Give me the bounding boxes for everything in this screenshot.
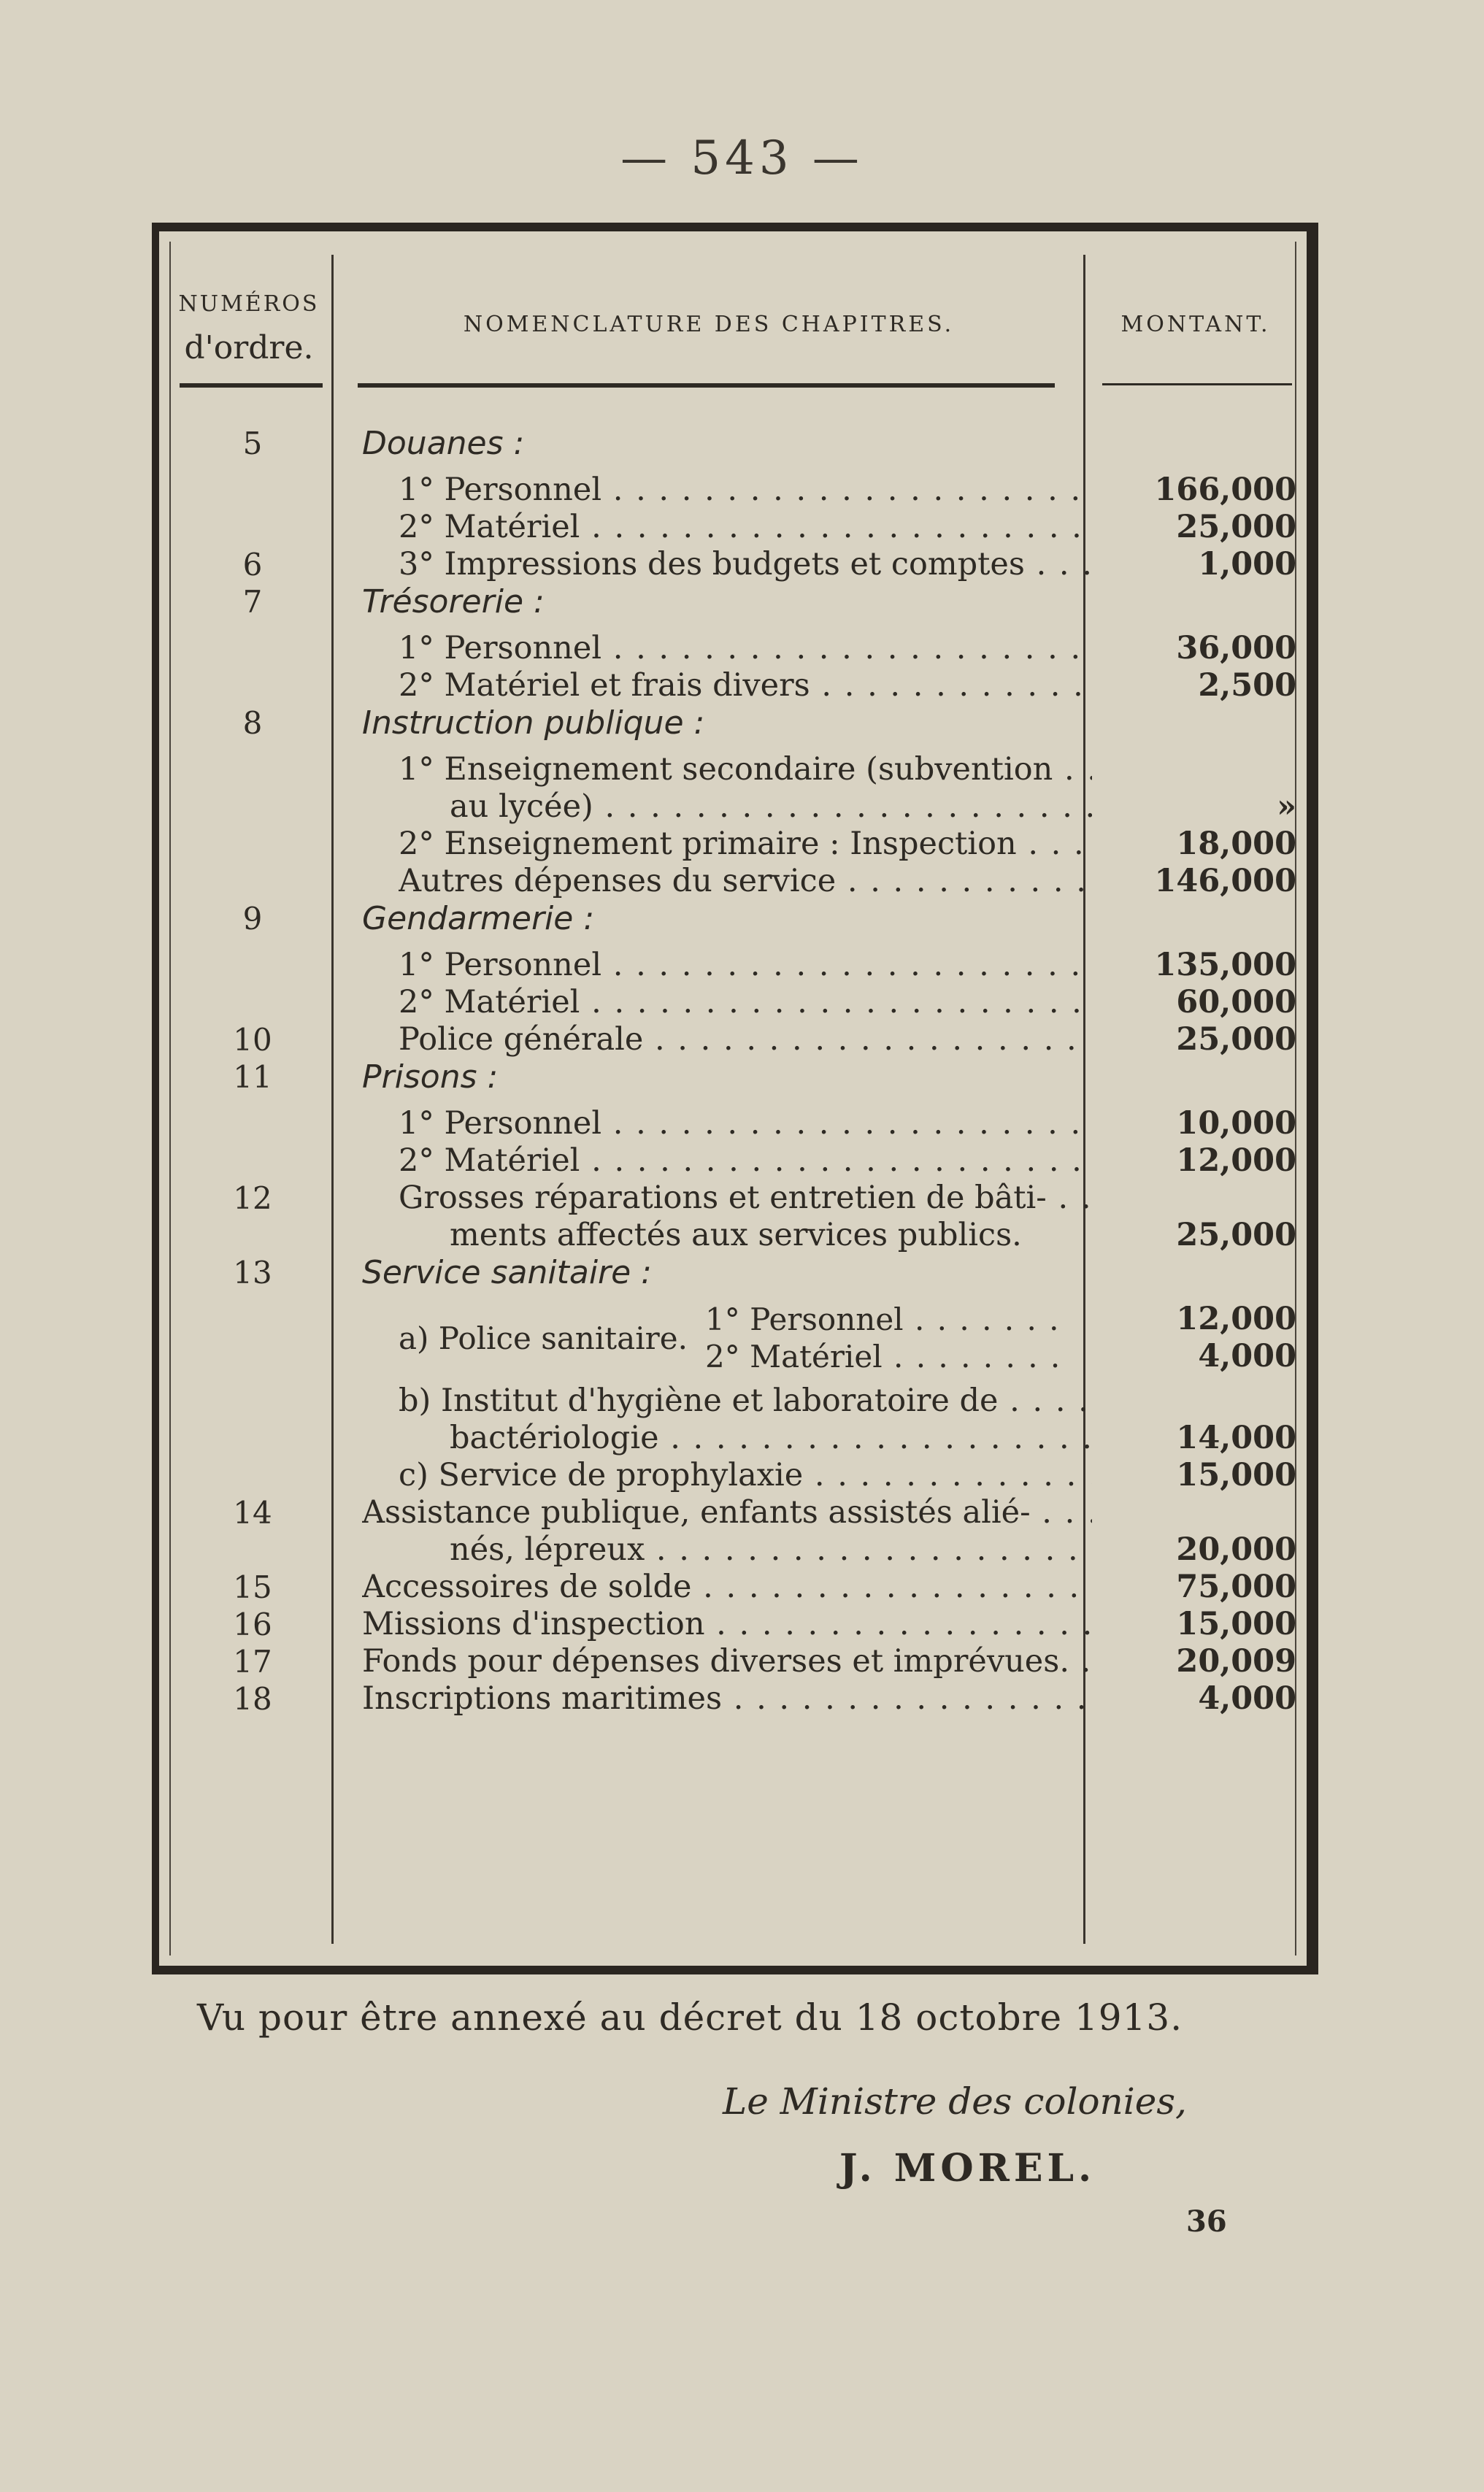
chapter-text: Prisons : xyxy=(362,1058,499,1096)
chapter-line xyxy=(399,667,1092,704)
row-number: 7 xyxy=(242,584,263,620)
chapter-text: 2° Matériel xyxy=(399,509,580,545)
amount: 25,000 xyxy=(1176,1217,1296,1253)
chapter-text: bactériologie xyxy=(450,1420,659,1456)
chapter-text: 1° Personnel xyxy=(399,947,602,983)
chapter-text: au lycée) xyxy=(450,788,593,825)
table-row xyxy=(172,472,1311,509)
chapter-line xyxy=(362,1494,1092,1531)
chapter-line xyxy=(399,1180,1092,1217)
amount: 20,009 xyxy=(1176,1643,1296,1680)
table-row xyxy=(172,1643,1311,1680)
chapter-text: Service sanitaire : xyxy=(362,1254,653,1291)
table-row xyxy=(172,1494,1311,1531)
minister-title: Le Ministre des colonies, xyxy=(723,2080,1187,2123)
table-row xyxy=(172,1254,1311,1301)
table-row xyxy=(172,751,1311,788)
amount: 15,000 xyxy=(1176,1457,1296,1493)
row-number: 12 xyxy=(233,1180,272,1216)
chapter-line xyxy=(399,751,1092,788)
police-sanitaire-block xyxy=(172,1301,1311,1382)
amount: 18,000 xyxy=(1176,826,1296,862)
chapter-text: 2° Matériel xyxy=(399,1142,580,1179)
chapter-heading xyxy=(362,583,1092,620)
row-number: 6 xyxy=(242,547,263,582)
table-row xyxy=(172,984,1311,1021)
page-number: — 543 — xyxy=(620,131,864,185)
chapter-line xyxy=(399,472,1092,509)
amount: 36,000 xyxy=(1176,630,1296,666)
chapter-text: 1° Personnel xyxy=(399,472,602,508)
table-row xyxy=(172,1420,1311,1457)
chapter-heading xyxy=(362,900,1092,937)
amount: 4,000 xyxy=(1198,1338,1296,1374)
table-row xyxy=(172,1680,1311,1718)
table-row xyxy=(172,947,1311,984)
chapter-text: 2° Enseignement primaire : Inspection xyxy=(399,826,1017,862)
table-inner-border-left xyxy=(169,242,171,1955)
chapter-line xyxy=(450,1420,1092,1457)
table-row xyxy=(172,1531,1311,1569)
chapter-text: Missions d'inspection xyxy=(362,1606,705,1642)
table-row xyxy=(172,546,1311,583)
table-row xyxy=(172,1105,1311,1142)
chapter-text: 1° Personnel xyxy=(399,630,602,666)
amount: 2,500 xyxy=(1198,667,1296,704)
chapter-text: Police générale xyxy=(399,1021,644,1058)
minister-name: J. MOREL. xyxy=(839,2146,1096,2191)
chapter-line xyxy=(399,1021,1092,1058)
chapter-line xyxy=(450,1217,1092,1254)
table-row xyxy=(172,630,1311,667)
header-numeros xyxy=(172,282,326,370)
table-row xyxy=(172,1180,1311,1217)
table-body xyxy=(172,425,1311,1718)
table-row xyxy=(172,826,1311,863)
chapter-line xyxy=(450,788,1092,826)
chapter-line xyxy=(362,1569,1092,1606)
header-rule-numeros xyxy=(180,383,323,388)
chapter-text: Fonds pour dépenses diverses et imprévues. xyxy=(362,1643,1069,1680)
header-rule-nomenclature xyxy=(358,383,1055,388)
row-number: 17 xyxy=(233,1644,272,1680)
table-row xyxy=(172,1217,1311,1254)
chapter-line xyxy=(399,984,1092,1021)
chapter-text: nés, lépreux xyxy=(450,1531,645,1568)
chapter-text: 3° Impressions des budgets et comptes xyxy=(399,546,1025,582)
table-row xyxy=(172,425,1311,472)
table-row xyxy=(172,1382,1311,1420)
police-sanitaire-label: a) Police sanitaire. xyxy=(399,1320,688,1356)
row-number: 15 xyxy=(233,1569,272,1605)
row-number: 9 xyxy=(242,901,263,937)
table-row xyxy=(172,1606,1311,1643)
chapter-text: c) Service de prophylaxie xyxy=(399,1457,804,1493)
row-number: 10 xyxy=(233,1022,272,1058)
row-number: 5 xyxy=(242,426,263,461)
table-row xyxy=(172,509,1311,546)
chapter-heading xyxy=(362,425,1092,462)
chapter-heading xyxy=(362,1254,1092,1291)
chapter-line xyxy=(399,826,1092,863)
budget-table xyxy=(152,223,1318,1974)
chapter-text: 1° Personnel xyxy=(399,1105,602,1142)
chapter-text: Accessoires de solde xyxy=(362,1569,692,1605)
amount: 25,000 xyxy=(1176,1021,1296,1058)
table-row xyxy=(172,583,1311,630)
sheet-mark: 36 xyxy=(1186,2204,1227,2239)
chapter-line xyxy=(399,863,1092,900)
table-row xyxy=(172,1058,1311,1105)
item-text: 1° Personnel xyxy=(705,1301,904,1337)
chapter-text: 2° Matériel xyxy=(399,984,580,1020)
table-row xyxy=(172,1021,1311,1058)
table-row xyxy=(172,1569,1311,1606)
header-numeros-line2: d'ordre. xyxy=(184,329,314,366)
chapter-line xyxy=(399,546,1092,583)
chapter-text: Douanes : xyxy=(362,425,525,462)
amount: » xyxy=(1277,788,1296,825)
chapter-text: 2° Matériel et frais divers xyxy=(399,667,810,704)
amount: 166,000 xyxy=(1154,472,1296,508)
police-sanitaire-item1 xyxy=(705,1301,1070,1338)
chapter-line xyxy=(399,947,1092,984)
chapter-text: Grosses réparations et entretien de bâti- xyxy=(399,1180,1047,1216)
chapter-text: Instruction publique : xyxy=(362,704,705,742)
header-montant: MONTANT. xyxy=(1120,312,1271,337)
chapter-heading xyxy=(362,1058,1092,1096)
chapter-line xyxy=(362,1606,1092,1643)
chapter-text: Inscriptions maritimes xyxy=(362,1680,723,1717)
chapter-text: 1° Enseignement secondaire (subvention xyxy=(399,751,1053,788)
amount: 12,000 xyxy=(1176,1142,1296,1179)
chapter-line xyxy=(362,1680,1092,1718)
chapter-text: Assistance publique, enfants assistés alié- xyxy=(362,1494,1031,1531)
amount: 12,000 xyxy=(1176,1301,1296,1337)
amount: 135,000 xyxy=(1154,947,1296,983)
annex-statement: Vu pour être annexé au décret du 18 octobre 1913. xyxy=(197,1996,1183,2039)
amount: 1,000 xyxy=(1198,546,1296,582)
amount: 25,000 xyxy=(1176,509,1296,545)
chapter-text: ments affectés aux services publics. xyxy=(450,1217,1022,1253)
chapter-text: b) Institut d'hygiène et laboratoire de xyxy=(399,1382,999,1419)
amount: 60,000 xyxy=(1176,984,1296,1020)
police-sanitaire-item2 xyxy=(705,1338,1070,1375)
amount: 10,000 xyxy=(1176,1105,1296,1142)
amount: 20,000 xyxy=(1176,1531,1296,1568)
row-number: 11 xyxy=(233,1059,272,1095)
amount: 75,000 xyxy=(1176,1569,1296,1605)
row-number: 14 xyxy=(233,1495,272,1531)
row-number: 8 xyxy=(242,705,263,741)
row-number: 16 xyxy=(233,1607,272,1642)
chapter-line xyxy=(399,509,1092,546)
amount: 15,000 xyxy=(1176,1606,1296,1642)
header-nomenclature: NOMENCLATURE DES CHAPITRES. xyxy=(463,312,955,337)
chapter-heading xyxy=(362,704,1092,742)
item-text: 2° Matériel xyxy=(705,1339,883,1374)
row-number: 18 xyxy=(233,1681,272,1717)
chapter-line xyxy=(399,630,1092,667)
chapter-line xyxy=(399,1457,1092,1494)
chapter-line xyxy=(399,1382,1092,1420)
chapter-line xyxy=(399,1142,1092,1180)
table-row xyxy=(172,667,1311,704)
chapter-text: Gendarmerie : xyxy=(362,900,595,937)
table-row xyxy=(172,1457,1311,1494)
table-row xyxy=(172,863,1311,900)
table-row xyxy=(172,704,1311,751)
chapter-line xyxy=(362,1643,1092,1680)
header-numeros-line1: NUMÉROS xyxy=(178,291,320,317)
amount: 146,000 xyxy=(1154,863,1296,899)
table-row xyxy=(172,900,1311,947)
amount: 4,000 xyxy=(1198,1680,1296,1717)
chapter-text: Autres dépenses du service xyxy=(399,863,837,899)
chapter-text: Trésorerie : xyxy=(362,583,545,620)
chapter-line xyxy=(399,1105,1092,1142)
row-number: 13 xyxy=(233,1255,272,1291)
police-sanitaire-items xyxy=(705,1301,1070,1375)
header-rule-montant xyxy=(1102,383,1292,385)
table-row xyxy=(172,1142,1311,1180)
table-row xyxy=(172,788,1311,826)
amount: 14,000 xyxy=(1176,1420,1296,1456)
chapter-line xyxy=(450,1531,1092,1569)
